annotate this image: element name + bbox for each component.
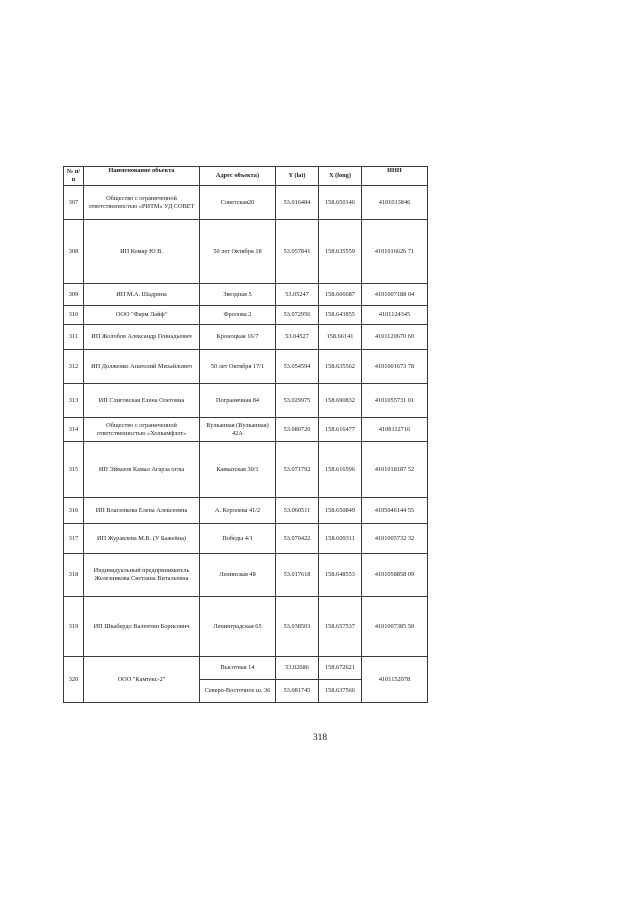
cell-lon: 158.635559 — [319, 220, 362, 284]
cell-inn: 4101152078 — [362, 657, 428, 703]
cell-inn: 4108112716 — [362, 418, 428, 442]
cell-inn: 4101120670 60 — [362, 325, 428, 350]
cell-name: ИП Слиговская Елена Олеговна — [84, 384, 200, 418]
cell-name: Общество с ограниченной ответственностью «Холкамфлот» — [84, 418, 200, 442]
table-row — [64, 657, 428, 680]
cell-inn: 4101055731 01 — [362, 384, 428, 418]
cell-name: ИП Шкабердо Валентин Борисович — [84, 597, 200, 657]
cell-address: Фролова 2 — [200, 306, 276, 325]
cell-lat: 53.080720 — [276, 418, 319, 442]
cell-name: ООО "Фарм Лайф" — [84, 306, 200, 325]
header-address: Адрес объекта) — [200, 167, 276, 186]
cell-name: ИП М.А. Шадрина — [84, 284, 200, 306]
cell-address: Пограничная 84 — [200, 384, 276, 418]
cell-lon: 158.643855 — [319, 306, 362, 325]
cell-num: 313 — [64, 384, 84, 418]
cell-lat: 53.057841 — [276, 220, 319, 284]
cell-inn: 4101013846 — [362, 186, 428, 220]
cell-num: 308 — [64, 220, 84, 284]
cell-lat: 53.081745 — [276, 680, 319, 703]
cell-num: 318 — [64, 554, 84, 597]
cell-lon: 158.672621 — [319, 657, 362, 680]
cell-name: Общество с ограниченной ответственностью «РИТМ» УД СОВЕТ — [84, 186, 200, 220]
cell-address: Вулканная (Вулканная) 42А — [200, 418, 276, 442]
cell-num: 317 — [64, 524, 84, 554]
cell-num: 320 — [64, 657, 84, 703]
table-row — [64, 284, 428, 306]
cell-address: Ленинская 48 — [200, 554, 276, 597]
cell-address: Советская20 — [200, 186, 276, 220]
cell-lon: 158.637566 — [319, 680, 362, 703]
cell-inn: 4101007385 50 — [362, 597, 428, 657]
header-name: Наименование объекта — [84, 167, 200, 186]
table-row — [64, 220, 428, 284]
table-row — [64, 418, 428, 442]
cell-lon: 158.609311 — [319, 524, 362, 554]
cell-name: ИП Власенкова Елена Алексеевна — [84, 498, 200, 524]
cell-inn: 4105046144 55 — [362, 498, 428, 524]
table-row — [64, 524, 428, 554]
cell-lon: 158.648553 — [319, 554, 362, 597]
cell-lon: 158.690832 — [319, 384, 362, 418]
cell-name: ИП Жолобов Александр Геннадьевич — [84, 325, 200, 350]
cell-lon: 158.650849 — [319, 498, 362, 524]
cell-lat: 53.05247 — [276, 284, 319, 306]
cell-inn: 4101018187 52 — [362, 442, 428, 498]
cell-address: 50 лет Октября 17/1 — [200, 350, 276, 384]
cell-inn: 4101001673 78 — [362, 350, 428, 384]
table-row — [64, 442, 428, 498]
cell-address: Победы 4/1 — [200, 524, 276, 554]
cell-num: 309 — [64, 284, 84, 306]
cell-address: Северо-Восточное ш. 36 — [200, 680, 276, 703]
cell-num: 319 — [64, 597, 84, 657]
cell-lat: 53.054594 — [276, 350, 319, 384]
cell-name: ИП Комар Ю В. — [84, 220, 200, 284]
header-num: № п/п — [64, 167, 84, 186]
cell-num: 311 — [64, 325, 84, 350]
cell-lat: 53.072956 — [276, 306, 319, 325]
cell-inn: 4101007188 04 — [362, 284, 428, 306]
cell-lat: 53.060511 — [276, 498, 319, 524]
cell-name: ИП Журавлева М.В. (У Бажейна) — [84, 524, 200, 554]
cell-address: 50 лет Октября 18 — [200, 220, 276, 284]
cell-lat: 53.071792 — [276, 442, 319, 498]
cell-address: А. Королева 41/2 — [200, 498, 276, 524]
objects-table — [63, 166, 428, 703]
cell-address: Кавказская 30/1 — [200, 442, 276, 498]
cell-name: ООО "Камтекс-2" — [84, 657, 200, 703]
table-row — [64, 325, 428, 350]
cell-address: Звездная 5 — [200, 284, 276, 306]
header-inn: ИНН — [362, 167, 428, 186]
cell-name: Индивидуальный предприниматель Железникова Светлана Витальевна — [84, 554, 200, 597]
header-lon: X (long) — [319, 167, 362, 186]
page-number: 318 — [312, 733, 328, 743]
cell-num: 307 — [64, 186, 84, 220]
cell-name: ИП Долженко Анатолий Михайлович — [84, 350, 200, 384]
cell-lon: 158.650146 — [319, 186, 362, 220]
cell-inn: 4101005732 32 — [362, 524, 428, 554]
cell-lon: 158.635562 — [319, 350, 362, 384]
cell-lon: 158.616477 — [319, 418, 362, 442]
cell-lat: 53.029975 — [276, 384, 319, 418]
cell-lon: 158.616596 — [319, 442, 362, 498]
cell-lat: 53.038503 — [276, 597, 319, 657]
cell-lat: 53.04527 — [276, 325, 319, 350]
table-row — [64, 498, 428, 524]
table-row — [64, 350, 428, 384]
cell-num: 314 — [64, 418, 84, 442]
cell-inn: 4101124345 — [362, 306, 428, 325]
header-lat: Y (lat) — [276, 167, 319, 186]
table-row — [64, 306, 428, 325]
cell-num: 316 — [64, 498, 84, 524]
cell-name: ИП Эйвазов Камал Агарза оглы — [84, 442, 200, 498]
cell-address: Ленинградская 65 — [200, 597, 276, 657]
cell-lat: 53.017618 — [276, 554, 319, 597]
cell-lon: 158.657537 — [319, 597, 362, 657]
table-header-row — [64, 167, 428, 186]
cell-num: 315 — [64, 442, 84, 498]
cell-lat: 53.02686 — [276, 657, 319, 680]
cell-address: Высотная 14 — [200, 657, 276, 680]
cell-inn: 4101058858 09 — [362, 554, 428, 597]
cell-num: 312 — [64, 350, 84, 384]
cell-lon: 158.606687 — [319, 284, 362, 306]
cell-inn: 4101016626 71 — [362, 220, 428, 284]
cell-lon: 158.66141 — [319, 325, 362, 350]
table-row — [64, 186, 428, 220]
table-row — [64, 597, 428, 657]
table-row — [64, 554, 428, 597]
cell-lat: 53.070422 — [276, 524, 319, 554]
cell-lat: 53.016484 — [276, 186, 319, 220]
cell-address: Кроноцкая 16/7 — [200, 325, 276, 350]
table-row — [64, 384, 428, 418]
cell-num: 310 — [64, 306, 84, 325]
